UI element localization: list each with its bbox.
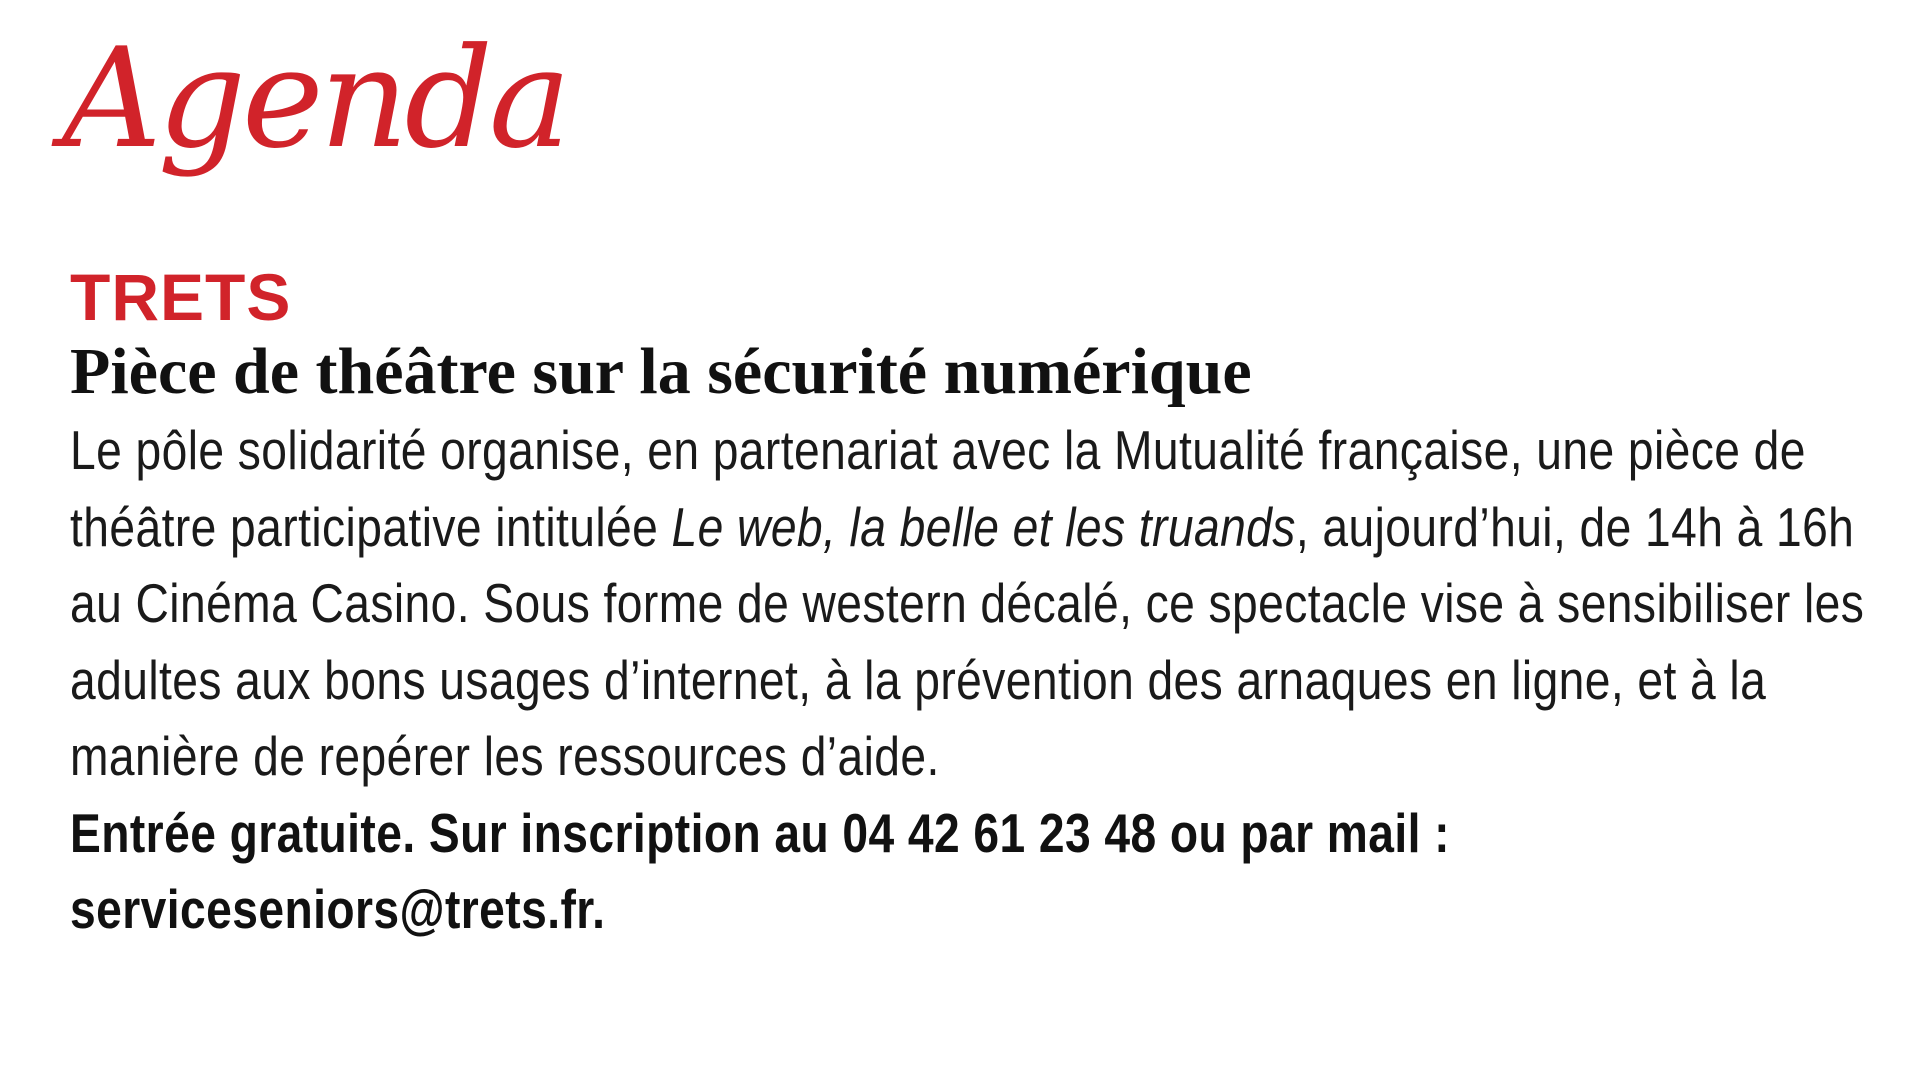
article-town: TRETS — [70, 260, 292, 334]
article-body — [70, 412, 1868, 948]
agenda-article — [70, 262, 1900, 948]
section-title: Agenda — [62, 18, 568, 179]
article-body-rest: , aujourd’hui, de 14h à 16h au Cinéma Casino. Sous forme de western décalé, ce spectacle vise à sensibiliser les adultes aux bons usages d’internet, à la prévention des arnaques en ligne, et à la manière de repérer les ressources d’aide. — [70, 495, 1865, 787]
article-headline: Pièce de théâtre sur la sécurité numérique — [70, 335, 1252, 408]
article-info-line: Entrée gratuite. Sur inscription au 04 42 61 23 48 ou par mail : serviceseniors@trets.fr. — [70, 801, 1450, 940]
article-body-intro: Le pôle solidarité organise, en partenariat avec la Mutualité française, une pièce de théâtre participative intitulée — [70, 419, 1806, 558]
play-title: Le web, la belle et les truands — [671, 495, 1296, 558]
